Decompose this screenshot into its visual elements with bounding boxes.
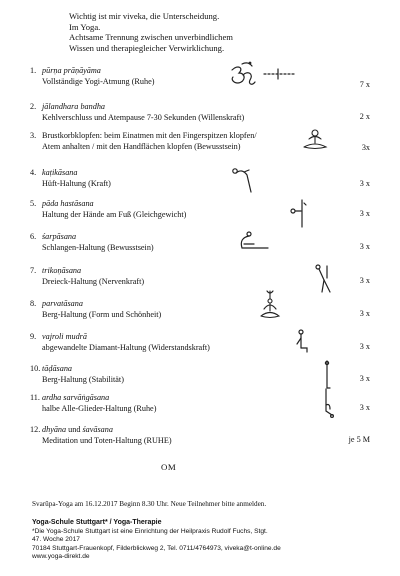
exercise-sanskrit: tāḍāsana [42, 364, 73, 373]
footer-line: 47. Woche 2017 [32, 536, 80, 544]
exercise-reps: 3 x [359, 342, 370, 351]
exercise-description: Brustkorbklopfen: beim Einatmen mit den Fingerspitzen klopfen/ [42, 131, 257, 140]
exercise-number: 8. [30, 299, 37, 308]
exercise-sanskrit-line [42, 425, 352, 436]
footer-website: www.yoga-direkt.de [32, 553, 90, 561]
om-symbol-icon [228, 60, 298, 92]
exercise-sanskrit: śarpāsana [42, 232, 77, 241]
intro-line: Im Yoga. [69, 21, 101, 32]
exercise-reps: 3 x [359, 179, 370, 188]
exercise-reps: 2 x [359, 112, 370, 121]
standing-pose-icon [320, 360, 334, 390]
exercise-sanskrit: parvatāsana [42, 299, 83, 308]
exercise-sanskrit: vajroli mudrā [42, 332, 87, 341]
footer-school-name: Yoga-Schule Stuttgart* / Yoga-Therapie [32, 519, 162, 526]
exercise-description: Meditation und Toten-Haltung (RUHE) [42, 435, 172, 445]
exercise-reps: je 5 M [348, 435, 370, 444]
exercise-reps: 3 x [359, 309, 370, 318]
seated-figure-icon [298, 129, 332, 151]
triangle-pose-icon [312, 262, 334, 294]
exercise-number: 5. [30, 199, 37, 208]
exercise-number: 3. [30, 131, 37, 140]
exercise-description: halbe Alle-Glieder-Haltung (Ruhe) [42, 403, 157, 413]
exercise-sanskrit: kaṭikāsana [42, 168, 78, 177]
diamond-pose-icon [292, 328, 310, 356]
exercise-number: 9. [30, 332, 37, 341]
intro-line: Achtsame Trennung zwischen unverbindlichem [69, 32, 233, 43]
exercise-number: 12. [30, 425, 41, 434]
snake-pose-icon [234, 230, 272, 254]
footer-line: *Die Yoga-Schule Stuttgart ist eine Einrichtung der Heilpraxis Rudolf Fuchs, Stgt. [32, 527, 268, 535]
exercise-sanskrit: pūrṇa prāṇāyāma [42, 66, 101, 75]
exercise-description: Vollständige Yogi-Atmung (Ruhe) [42, 76, 155, 86]
exercise-sanskrit: ardha sarvāṅgāsana [42, 393, 110, 402]
exercise-description: Kehlverschluss und Atempause 7-30 Sekunden (Willenskraft) [42, 112, 245, 122]
hand-foot-pose-icon [288, 197, 312, 229]
intro-block [69, 11, 309, 53]
exercise-reps: 3 x [359, 276, 370, 285]
exercise-sanskrit: jālandhara bandha [42, 102, 106, 111]
exercise-sanskrit: trikoṇāsana [42, 266, 82, 275]
exercise-reps: 3x [361, 143, 370, 152]
footer-line: 70184 Stuttgart-Frauenkopf, Filderblickweg 2, Tel. 0711/4764973, viveka@t-online.de [32, 544, 281, 552]
exercise-number: 2. [30, 102, 37, 111]
exercise-description-continued: Atem anhalten / mit den Handflächen klopfen (Bewusstsein) [42, 141, 241, 151]
exercise-reps: 3 x [359, 374, 370, 383]
hip-pose-icon [230, 166, 256, 194]
intro-line: Wissen und therapiegleicher Verwirklichung. [69, 42, 225, 53]
exercise-number: 7. [30, 266, 37, 275]
exercise-reps: 3 x [359, 403, 370, 412]
exercise-sanskrit-2: śavāsana [82, 425, 113, 434]
exercise-number: 10. [30, 364, 41, 373]
exercise-sanskrit: dhyāna [42, 425, 67, 434]
exercise-sanskrit-joiner: und [66, 425, 83, 434]
half-shoulderstand-icon [320, 387, 336, 419]
date-line: Svarūpa-Yoga am 16.12.2017 Beginn 8.30 Uhr. Neue Teilnehmer bitte anmelden. [32, 500, 267, 508]
exercise-number: 6. [30, 232, 37, 241]
footer-block [32, 519, 281, 562]
exercise-sanskrit: pāda hastāsana [42, 199, 94, 208]
intro-line: Wichtig ist mir viveka, die Unterscheidung. [69, 11, 220, 21]
exercise-number: 4. [30, 168, 37, 177]
exercise-description: abgewandelte Diamant-Haltung (Widerstandskraft) [42, 342, 210, 352]
exercise-reps: 7 x [359, 80, 370, 89]
exercise-number: 11. [30, 393, 40, 402]
exercise-description: Berg-Haltung (Stabilität) [42, 374, 124, 384]
exercise-description: Haltung der Hände am Fuß (Gleichgewicht) [42, 209, 187, 219]
exercise-number: 1. [30, 66, 37, 75]
exercise-reps: 3 x [359, 242, 370, 251]
exercise-description: Dreieck-Haltung (Nervenkraft) [42, 276, 145, 286]
mountain-pose-icon [258, 289, 282, 319]
exercise-description: Hüft-Haltung (Kraft) [42, 178, 111, 188]
exercise-reps: 3 x [359, 209, 370, 218]
exercise-description: Berg-Haltung (Form und Schönheit) [42, 309, 162, 319]
om-closing: OM [161, 462, 177, 472]
exercise-description: Schlangen-Haltung (Bewusstsein) [42, 242, 154, 252]
